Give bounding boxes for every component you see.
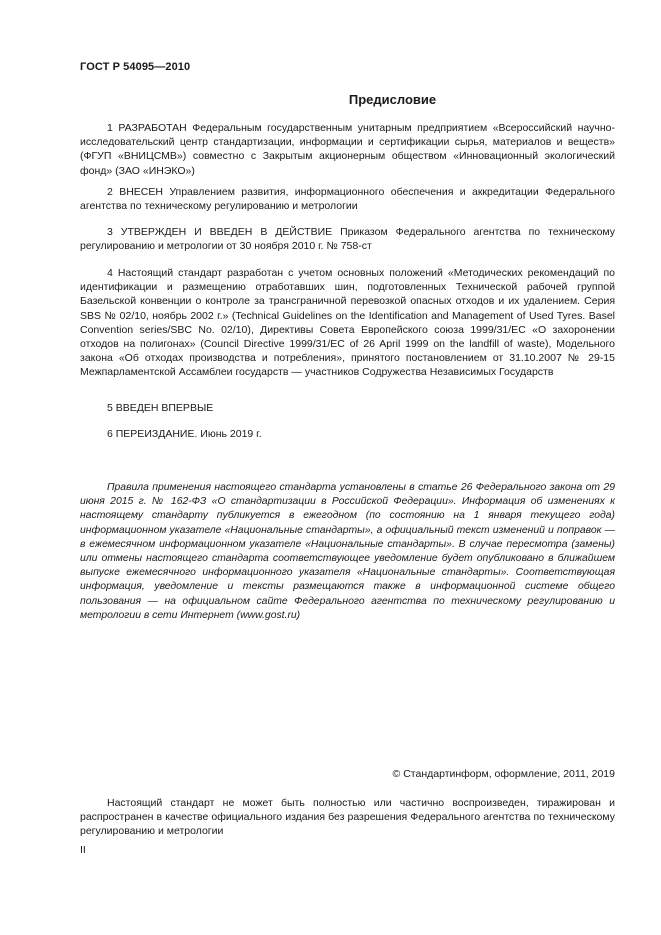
document-header: ГОСТ Р 54095—2010 [80,61,191,73]
preface-item-3: 3 УТВЕРЖДЕН И ВВЕДЕН В ДЕЙСТВИЕ Приказом Федерального агентства по техническому регулированию и метрологии от 30 ноября 2010 г. № 758-ст [80,226,615,253]
preface-item-5: 5 ВВЕДЕН ВПЕРВЫЕ [107,402,214,414]
preface-item-4: 4 Настоящий стандарт разработан с учетом основных положений «Методических рекомендаций по идентификации и размещению отработавших шин, подготовленных Технической рабочей группой Базельской конвенции о контроле за трансграничной перевозкой опасных отходов и их удалением. Серия SBS № 02/10, ноябрь 2002 г.» (Technical Guidelines on the Identification and Management of Used Tyres. Basel Convention series/SBC No. 02/10), Директивы Совета Европейского союза 1999/31/ЕС «О захоронении отходов на полигонах» (Council Directive 1999/31/EC of 26 April 1999 on the landfill of waste), Модельного закона «Об отходах производства и потребления», принятого постановлением от 31.10.2007 № 29-15 Межпарламентской Ассамблеи государств — участников Содружества Независимых Государств [80,267,615,379]
preface-item-1: 1 РАЗРАБОТАН Федеральным государственным унитарным предприятием «Всероссийский научно-исследовательский центр стандартизации, информации и сертификации сырья, материалов и веществ» (ФГУП «ВНИЦСМВ») совместно с Закрытым акционерным обществом «Инновационный экологический фонд» (ЗАО «ИНЭКО») [80,122,615,177]
standard-usage-notice: Правила применения настоящего стандарта установлены в статье 26 Федерального закона от 29 июня 2015 г. № 162-ФЗ «О стандартизации в Российской Федерации». Информация об изменениях к настоящему стандарту публикуется в ежегодном (по состоянию на 1 января текущего года) информационном указателе «Национальные стандарты», а официальный текст изменений и поправок — в ежемесячном информационном указателе «Национальные стандарты». В случае пересмотра (замены) или отмены настоящего стандарта соответствующее уведомление будет опубликовано в ближайшем выпуске ежемесячного информационного указателя «Национальные стандарты». Соответствующая информация, уведомление и тексты размещаются также в информационной системе общего пользования — на официальном сайте Федерального агентства по техническому регулированию и метрологии в сети Интернет (www.gost.ru) [80,482,615,621]
preface-item-6: 6 ПЕРЕИЗДАНИЕ. Июнь 2019 г. [107,428,262,440]
copyright-line: © Стандартинформ, оформление, 2011, 2019 [392,768,615,780]
preface-heading: Предисловие [348,92,437,107]
preface-item-2: 2 ВНЕСЕН Управлением развития, информационного обеспечения и аккредитации Федерального агентства по техническому регулированию и метрологии [80,186,615,213]
reproduction-notice: Настоящий стандарт не может быть полностью или частично воспроизведен, тиражирован и распространен в качестве официального издания без разрешения Федерального агентства по техническому регулированию и метрологии [80,797,615,838]
page-number: II [80,844,86,856]
